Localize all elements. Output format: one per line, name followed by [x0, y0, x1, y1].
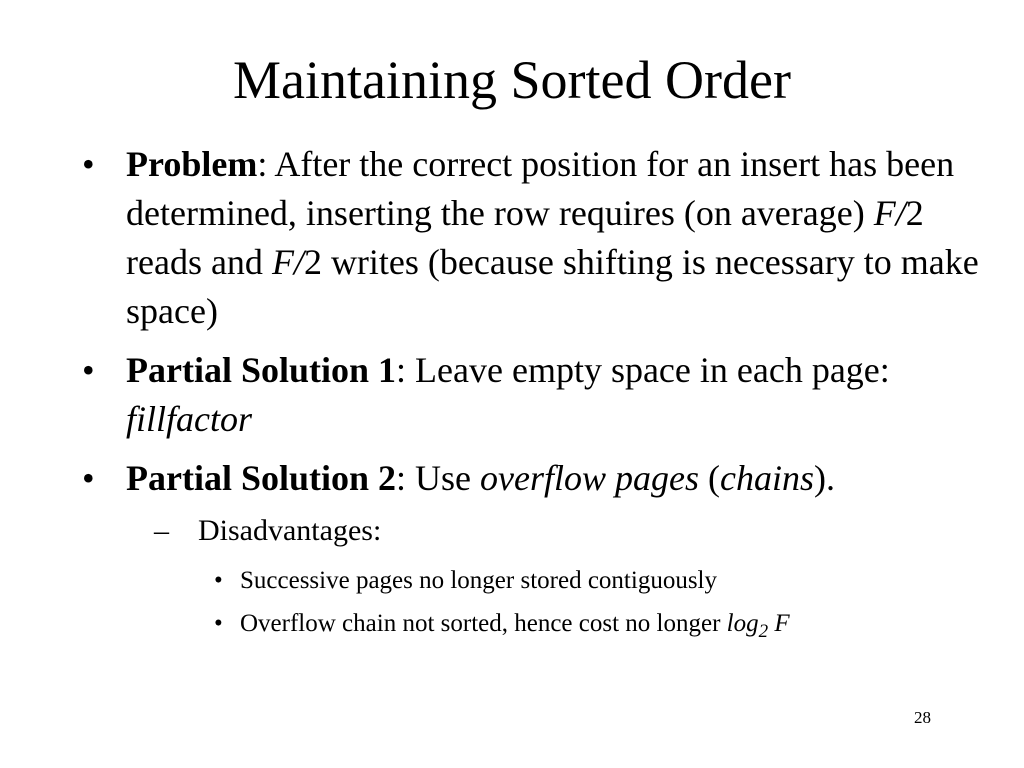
solution-2-text-c: ). [814, 458, 836, 498]
problem-f2: F/ [271, 242, 304, 282]
slide-body [82, 140, 982, 653]
solution-2-overflow-pages: overflow pages [480, 458, 700, 498]
disadvantage-item-2 [214, 602, 982, 653]
bullet-marker: • [82, 458, 95, 498]
sub-bullet-disadvantages [154, 511, 982, 551]
disadvantage-1-text: Successive pages no longer stored contiguously [240, 567, 717, 594]
bullet-marker: • [214, 567, 223, 594]
bullet-marker: • [214, 610, 223, 637]
solution-2-text-a: : Use [396, 458, 481, 498]
log-term: log [726, 610, 759, 637]
bullet-marker: • [82, 350, 95, 390]
problem-f1: F/ [873, 193, 906, 233]
solution-2-text-b: ( [699, 458, 721, 498]
solution-1-fillfactor: fillfactor [126, 399, 252, 439]
problem-text-a: : After the correct position for an insert has been determined, inserting the row requires (on average) [126, 144, 955, 233]
disadvantage-2-text: Overflow chain not sorted, hence cost no longer [240, 610, 727, 637]
solution-1-text: : Leave empty space in each page: [396, 350, 890, 390]
bullet-problem [82, 140, 982, 336]
dash-marker: – [154, 514, 169, 547]
solution-1-label: Partial Solution 1 [126, 350, 397, 390]
bullet-solution-1 [82, 346, 982, 444]
solution-2-chains: chains [720, 458, 815, 498]
bullet-solution-2 [82, 454, 982, 503]
log-variable: F [774, 610, 790, 637]
problem-text-b: 2 reads and [126, 193, 924, 282]
slide-title: Maintaining Sorted Order [233, 50, 791, 110]
page-number: 28 [914, 708, 931, 727]
log-base: 2 [758, 621, 769, 642]
problem-text-c: 2 writes (because shifting is necessary to make space) [126, 242, 979, 331]
bullet-marker: • [82, 144, 95, 184]
disadvantages-label: Disadvantages: [198, 514, 382, 547]
solution-2-label: Partial Solution 2 [126, 458, 397, 498]
problem-label: Problem [126, 144, 258, 184]
disadvantage-item-1 [214, 559, 982, 602]
